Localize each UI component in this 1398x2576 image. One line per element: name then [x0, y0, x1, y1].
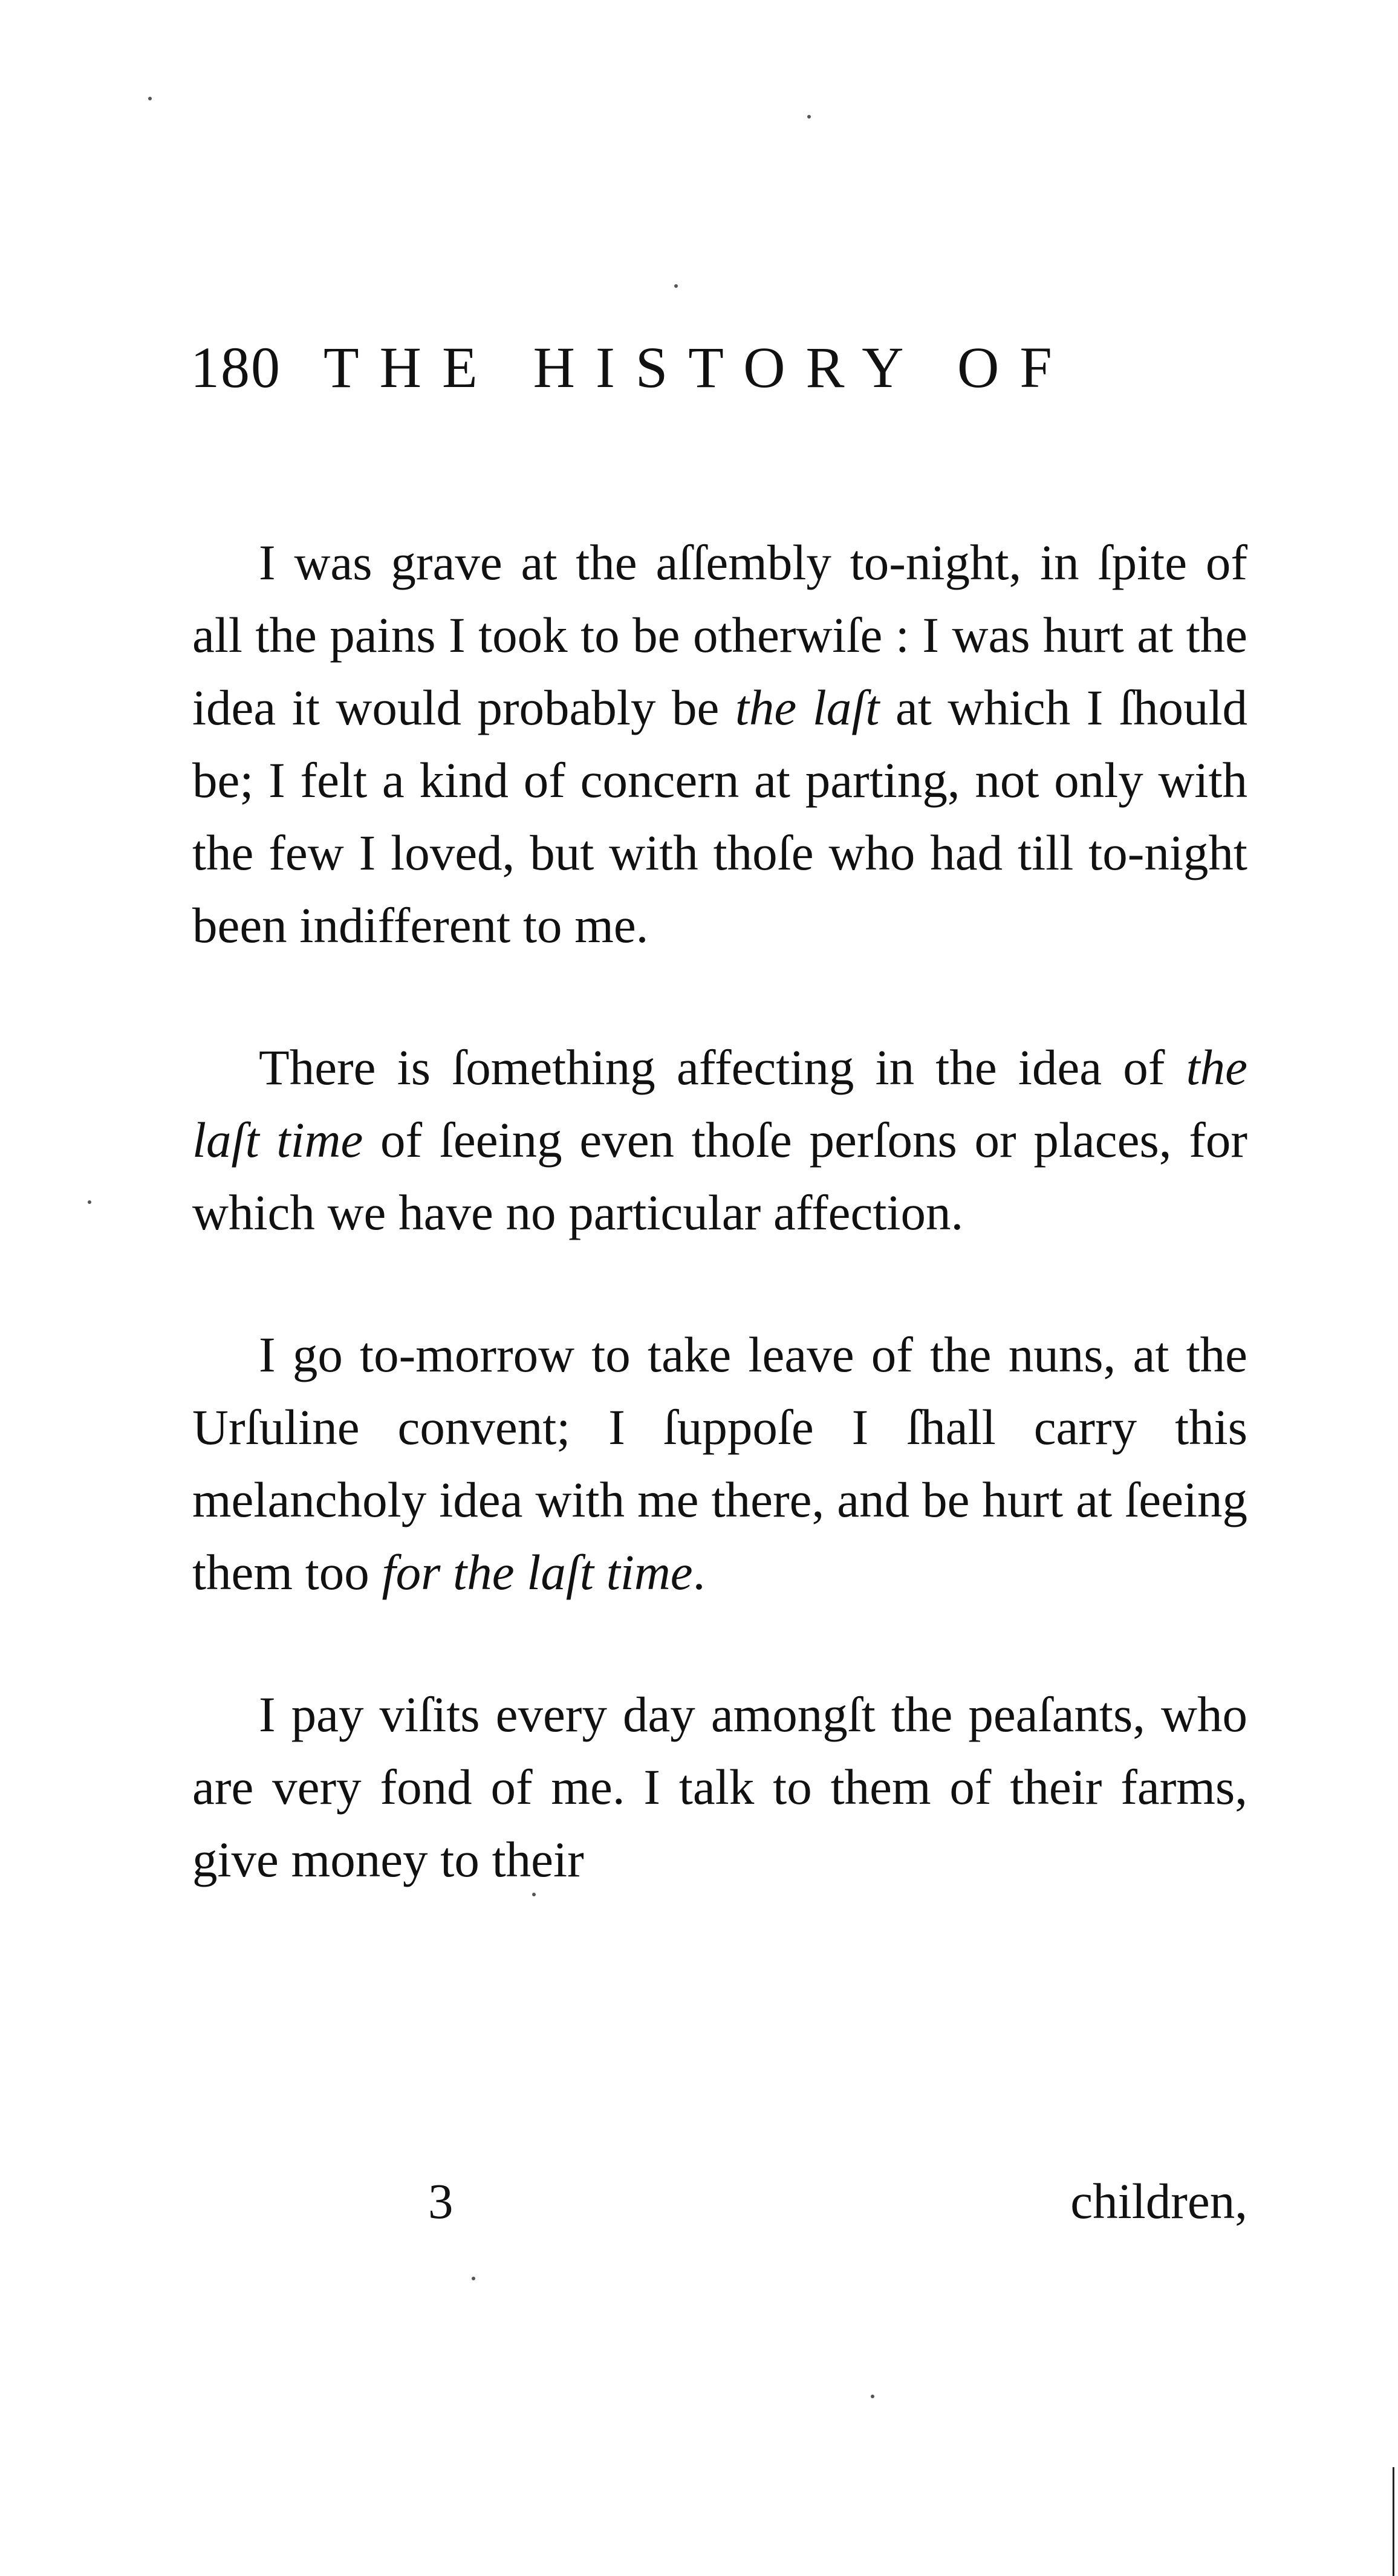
page-footer: [192, 2168, 1247, 2234]
running-header: [190, 335, 1249, 400]
scan-speck: [88, 1200, 91, 1204]
text-run: I was grave at the aſſembly to-night, in ſpite of all the pains I took to be otherwiſe : I was hurt at the idea it would probably be: [192, 535, 1247, 735]
paragraph-4: [192, 1678, 1247, 1896]
signature-mark: 3: [428, 2173, 454, 2229]
italic-phrase: the laſt time: [192, 1039, 1247, 1168]
text-run: There is ſomething affecting in the idea of: [259, 1039, 1186, 1095]
scan-speck: [807, 115, 811, 119]
italic-phrase: for the laſt time: [382, 1544, 693, 1600]
text-run: I pay viſits every day amongſt the peaſants, who are very fond of me. I talk to them of their farms, give money to their: [192, 1686, 1247, 1887]
text-run: of ſeeing even thoſe perſons or places, for which we have no particular affection.: [192, 1112, 1247, 1240]
text-run: .: [692, 1544, 706, 1600]
scan-speck: [674, 284, 678, 288]
body-text: [192, 526, 1247, 1965]
paragraph-2: [192, 1031, 1247, 1249]
running-title: THE HISTORY OF: [323, 335, 1073, 400]
text-run: at which I ſhould be; I felt a kind of concern at parting, not only with the few I loved, but with thoſe who had till to-night been indifferent to me.: [192, 680, 1247, 953]
italic-phrase: the laſt: [735, 680, 880, 735]
paragraph-3: [192, 1318, 1247, 1608]
paragraph-1: [192, 526, 1247, 961]
scan-speck: [532, 1893, 536, 1896]
scan-speck: [148, 97, 152, 100]
scan-speck: [472, 2277, 475, 2280]
catchword: children,: [1070, 2173, 1247, 2229]
page-number: 180: [190, 335, 281, 400]
scan-speck: [871, 2395, 874, 2398]
text-run: I go to-morrow to take leave of the nuns, at the Urſuline convent; I ſuppoſe I ſhall carry this melancholy idea with me there, and be hurt at ſeeing them too: [192, 1327, 1247, 1600]
scan-edge-line: [1393, 2467, 1394, 2576]
